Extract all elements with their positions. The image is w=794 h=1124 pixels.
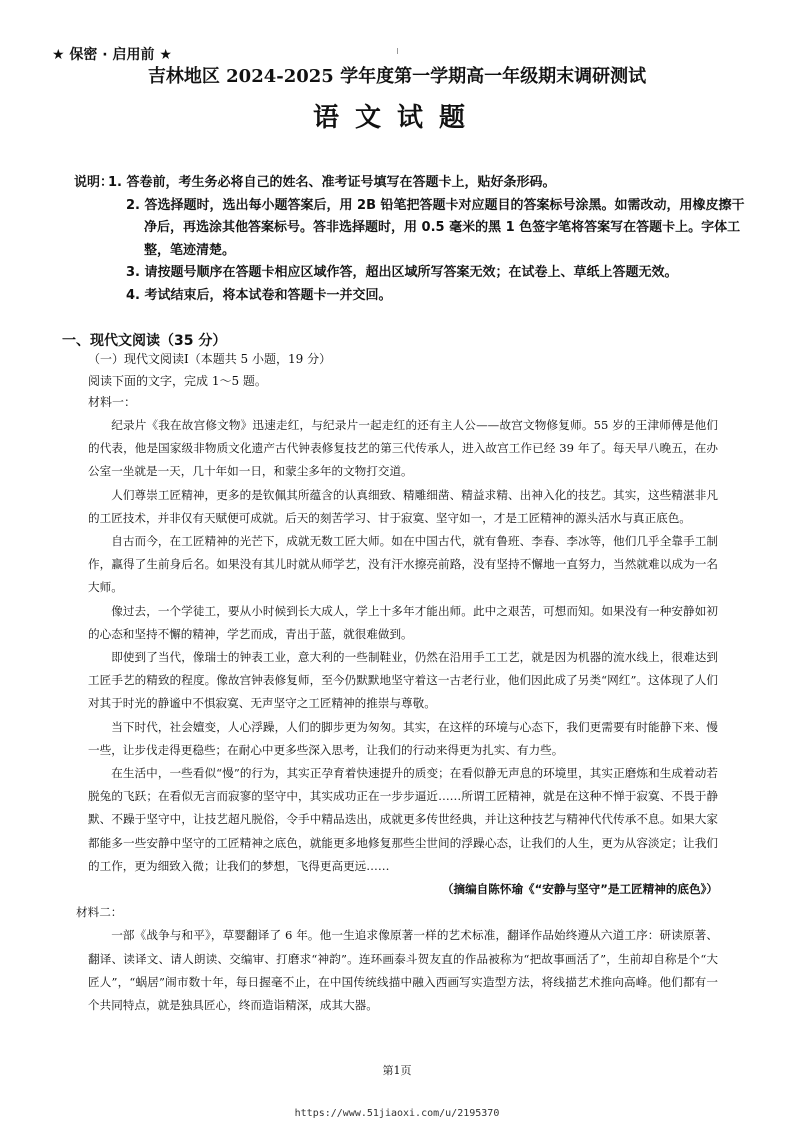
confidential-mark: ★ 保密 · 启用前 ★ — [52, 47, 172, 63]
paragraph: 当下时代，社会嬗变，人心浮躁，人们的脚步更为匆匆。其实，在这样的环境与心态下，我们更需要有时能静下来、慢一些，让步伐走得更稳些；在耐心中更多些深入思考，让我们的行动来得更为扎实、有力些。 — [88, 719, 718, 757]
material-two-label: 材料二： — [76, 905, 123, 920]
source-citation: （摘编自陈怀瑜《“安静与坚守”是工匠精神的底色》） — [441, 882, 718, 897]
footer-url[interactable]: https://www.51jiaoxi.com/u/2195370 — [294, 1108, 500, 1119]
paragraph: 人们尊崇工匠精神，更多的是钦佩其所蕴含的认真细致、精雕细凿、精益求精、出神入化的技艺。其实，这些精湛非凡的工匠技术，并非仅有天赋便可成就。后天的刻苦学习、甘于寂寞、坚守如一，才是工匠精神的源头活水与真正底色。 — [88, 487, 718, 525]
instruction-item: 3. 请按题号顺序在答题卡相应区域作答，超出区域所写答案无效；在试卷上、草纸上答题无效。 — [126, 265, 678, 280]
paragraph: 在生活中，一些看似“慢”的行为，其实正孕育着快速提升的质变；在看似静无声息的环境里，其实正磨炼和生成着动若脱兔的飞跃；在看似无言而寂寥的坚守中，其实成功正在一步步逼近……所谓工匠精神，就是在这种不惮于寂寞、不畏于静默、不躁于坚守中，让技艺超凡脱俗，令手中精品迭出，成就更多传世经典，并让这种技艺与精神代代传承不息。如果大家都能多一些安静中坚守的工匠精神之底色，就能更多地修复那些尘世间的浮躁心态，让我们的人生，更为从容淡定；让我们的工作，更为细致入微；让我们的梦想，飞得更高更远…… — [88, 766, 718, 873]
instructions-block — [74, 172, 748, 307]
material-one-label: 材料一： — [88, 395, 137, 409]
passage — [76, 414, 718, 1017]
section-heading: 一、现代文阅读（35 分） — [62, 333, 227, 349]
instruction-item: 1. 答卷前，考生务必将自己的姓名、准考证号填写在答题卡上，贴好条形码。 — [108, 175, 556, 190]
instructions-label: 说明： — [74, 175, 114, 190]
exam-title: 吉林地区 2024-2025 学年度第一学期高一年级期末调研测试 — [147, 66, 647, 87]
instruction-item: 4. 考试结束后，将本试卷和答题卡一并交回。 — [126, 287, 392, 303]
instruction-item: 2. 答选择题时，选出每小题答案后，用 2B 铅笔把答题卡对应题目的答案标号涂黑。如需改动，用橡皮擦干净后，再选涂其他答案标号。答非选择题时，用 0.5 毫米的黑 1 色签字笔将答案写在答题卡上。字体工整，笔迹清楚。 — [126, 197, 745, 258]
paragraph: 自古而今，在工匠精神的光芒下，成就无数工匠大师。如在中国古代，就有鲁班、李春、李冰等，他们几乎全靠手工制作，赢得了生前身后名。如果没有其儿时就从师学艺，没有汗水擦亮前路，没有坚持不懈地一直努力，当然就难以成为一名大师。 — [88, 534, 718, 595]
page-number: 第1页 — [382, 1064, 412, 1077]
page-dot-mark — [397, 48, 398, 54]
subject-title: 语文试题 — [312, 103, 481, 133]
reading-instruction: 阅读下面的文字，完成 1～5 题。 — [88, 374, 267, 388]
paragraph: 像过去，一个学徒工，要从小时候到长大成人，学上十多年才能出师。此中之艰苦，可想而知。如果没有一种安静如初的心态和坚持不懈的精神，学艺而成，青出于蓝，就很难做到。 — [88, 603, 718, 641]
paragraph: 一部《战争与和平》，草婴翻译了 6 年。他一生追求像原著一样的艺术标准，翻译作品始终遵从六道工序：研读原著、翻译、读译文、请人朗读、交编审、打磨求“神韵”。连环画泰斗贺友直的作品被称为“把故事画活了”，生前却自称是个“大匠人”，“蜗居”闹市数十年，每日握毫不止，在中国传统线描中融入西画写实造型方法，将线描艺术推向高峰。他们都有一个共同特点，就是独具匠心，终而造诣精深，成其大器。 — [88, 928, 718, 1013]
paragraph: 即使到了当代，像瑞士的钟表工业，意大利的一些制鞋业，仍然在沿用手工工艺，就是因为机器的流水线上，很难达到工匠手艺的精致的程度。像故宫钟表修复师，至今仍默默地坚守着这一古老行业，他们因此成了另类“网红”。这体现了人们对其于时光的静谧中不惧寂寞、无声坚守之工匠精神的推崇与尊敬。 — [88, 650, 718, 711]
paragraph: 纪录片《我在故宫修文物》迅速走红，与纪录片一起走红的还有主人公——故宫文物修复师。55 岁的王津师傅是他们的代表，他是国家级非物质文化遗产古代钟表修复技艺的第三代传承人，进入故宫工作已经 39 年了。每天早八晚五，在办公室一坐就是一天，几十年如一日，和蒙尘多年的文物打交道。 — [88, 418, 718, 479]
subsection-heading: （一）现代文阅读Ⅰ（本题共 5 小题，19 分） — [88, 352, 332, 366]
